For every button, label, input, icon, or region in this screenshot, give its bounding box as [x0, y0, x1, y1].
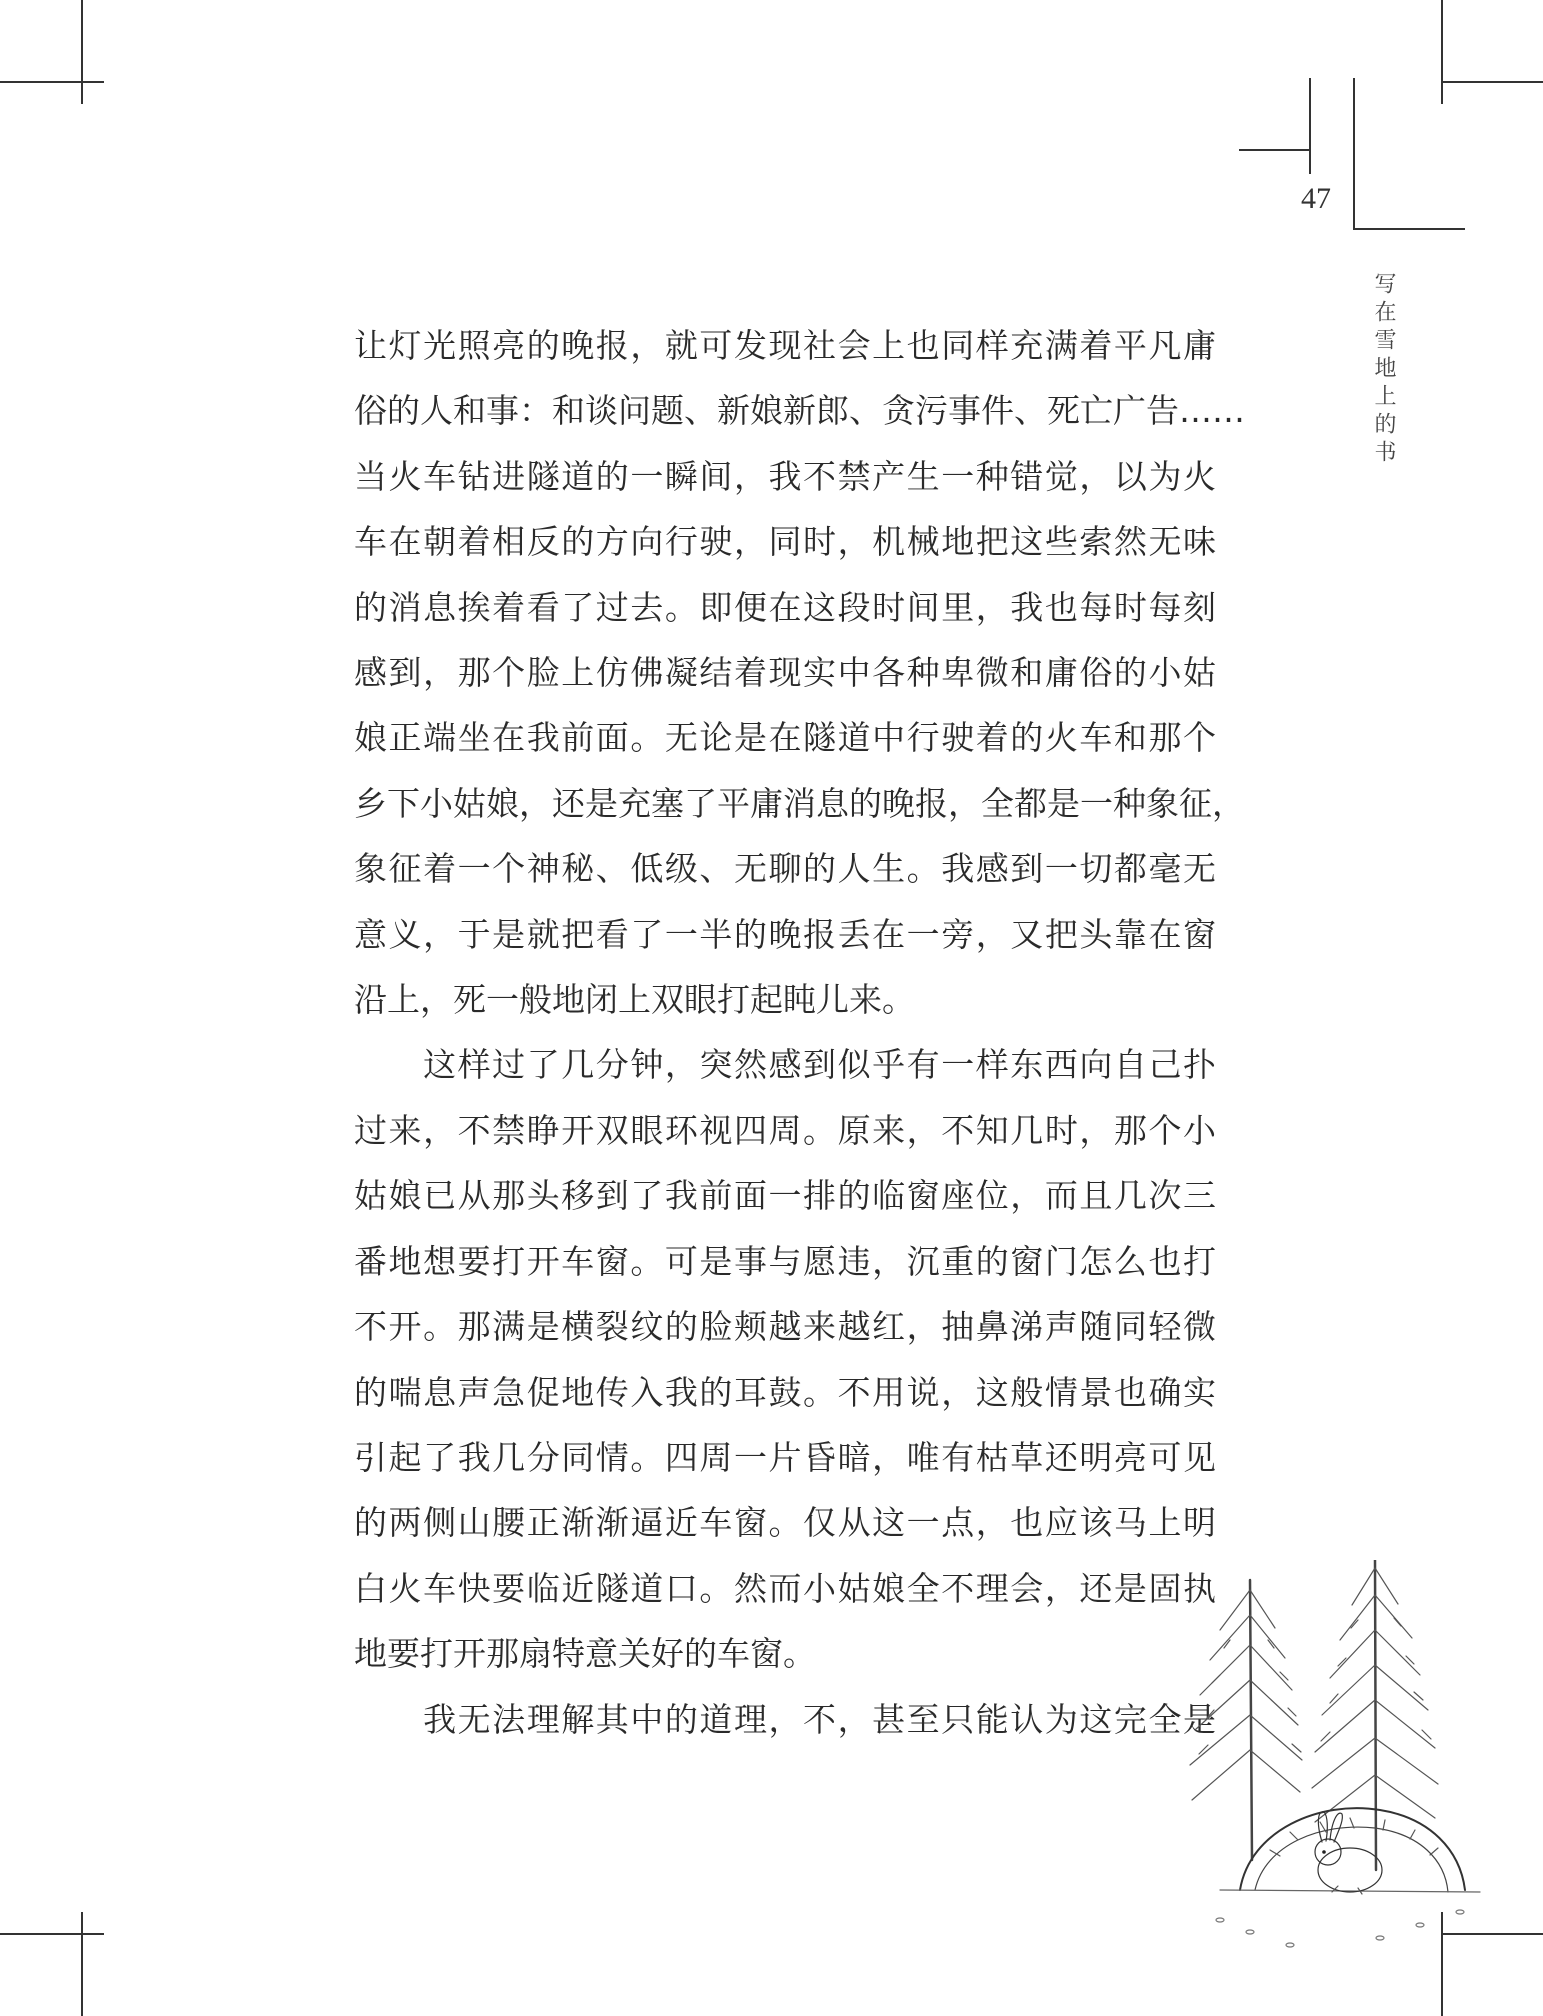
header-rule-h-left	[1239, 149, 1311, 151]
text-line: 娘正端坐在我前面。无论是在隧道中行驶着的火车和那个	[354, 718, 1216, 758]
pine-tree-icon	[1190, 1580, 1302, 1860]
paragraph	[354, 313, 1245, 1032]
crop-mark-bottom-left-h	[0, 1933, 104, 1935]
text-line: 沿上，死一般地闭上双眼打起盹儿来。	[354, 980, 915, 1020]
text-line: 象征着一个神秘、低级、无聊的人生。我感到一切都毫无	[354, 849, 1216, 889]
rabbit-illustration	[1180, 1560, 1500, 1980]
text-line: 让灯光照亮的晚报，就可发现社会上也同样充满着平凡庸	[354, 326, 1216, 365]
log-icon	[1220, 1808, 1480, 1892]
text-line: 意义，于是就把看了一半的晚报丢在一旁，又把头靠在窗	[354, 914, 1216, 954]
header-rule-v-left	[1309, 78, 1311, 174]
header-rule-v-right	[1353, 78, 1355, 230]
text-line: 的喘息声急促地传入我的耳鼓。不用说，这般情景也确实	[354, 1372, 1216, 1412]
text-line: 引起了我几分同情。四周一片昏暗，唯有枯草还明亮可见	[354, 1437, 1216, 1477]
text-line: 当火车钻进隧道的一瞬间，我不禁产生一种错觉，以为火	[354, 456, 1216, 496]
footprints-icon	[1216, 1910, 1464, 1947]
text-line: 乡下小姑娘，还是充塞了平庸消息的晚报，全都是一种象征，	[354, 783, 1245, 823]
text-line: 的消息挨着看了过去。即便在这段时间里，我也每时每刻	[354, 587, 1216, 627]
text-line: 感到，那个脸上仿佛凝结着现实中各种卑微和庸俗的小姑	[354, 653, 1216, 693]
text-line: 地要打开那扇特意关好的车窗。	[354, 1634, 816, 1674]
crop-mark-bottom-left-v	[81, 1912, 83, 2016]
text-line: 过来，不禁睁开双眼环视四周。原来，不知几时，那个小	[354, 1110, 1216, 1150]
rabbit-icon	[1315, 1812, 1382, 1894]
crop-mark-top-left-h	[0, 81, 104, 83]
text-line: 不开。那满是横裂纹的脸颊越来越红，抽鼻涕声随同轻微	[354, 1307, 1216, 1347]
text-line: 这样过了几分钟，突然感到似乎有一样东西向自己扑	[354, 1045, 1216, 1085]
body-text	[354, 313, 1245, 1752]
text-line: 白火车快要临近隧道口。然而小姑娘全不理会，还是固执	[354, 1568, 1216, 1608]
text-line: 俗的人和事：和谈问题、新娘新郎、贪污事件、死亡广告……	[354, 391, 1245, 431]
paragraph	[354, 1032, 1216, 1686]
header-rule-h-right	[1353, 228, 1465, 230]
text-line: 的两侧山腰正渐渐逼近车窗。仅从这一点，也应该马上明	[354, 1503, 1216, 1543]
text-line: 我无法理解其中的道理，不，甚至只能认为这完全是	[354, 1699, 1216, 1739]
crop-mark-top-right-h	[1441, 81, 1543, 83]
text-line: 姑娘已从那头移到了我前面一排的临窗座位，而且几次三	[354, 1176, 1216, 1216]
text-line: 番地想要打开车窗。可是事与愿违，沉重的窗门怎么也打	[354, 1241, 1216, 1281]
crop-mark-top-right-v	[1441, 0, 1443, 104]
running-head: 写在雪地上的书	[1371, 272, 1396, 468]
crop-mark-top-left-v	[81, 0, 83, 104]
text-line: 车在朝着相反的方向行驶，同时，机械地把这些索然无味	[354, 522, 1216, 562]
paragraph	[354, 1687, 1216, 1752]
page-number: 47	[1301, 182, 1331, 215]
